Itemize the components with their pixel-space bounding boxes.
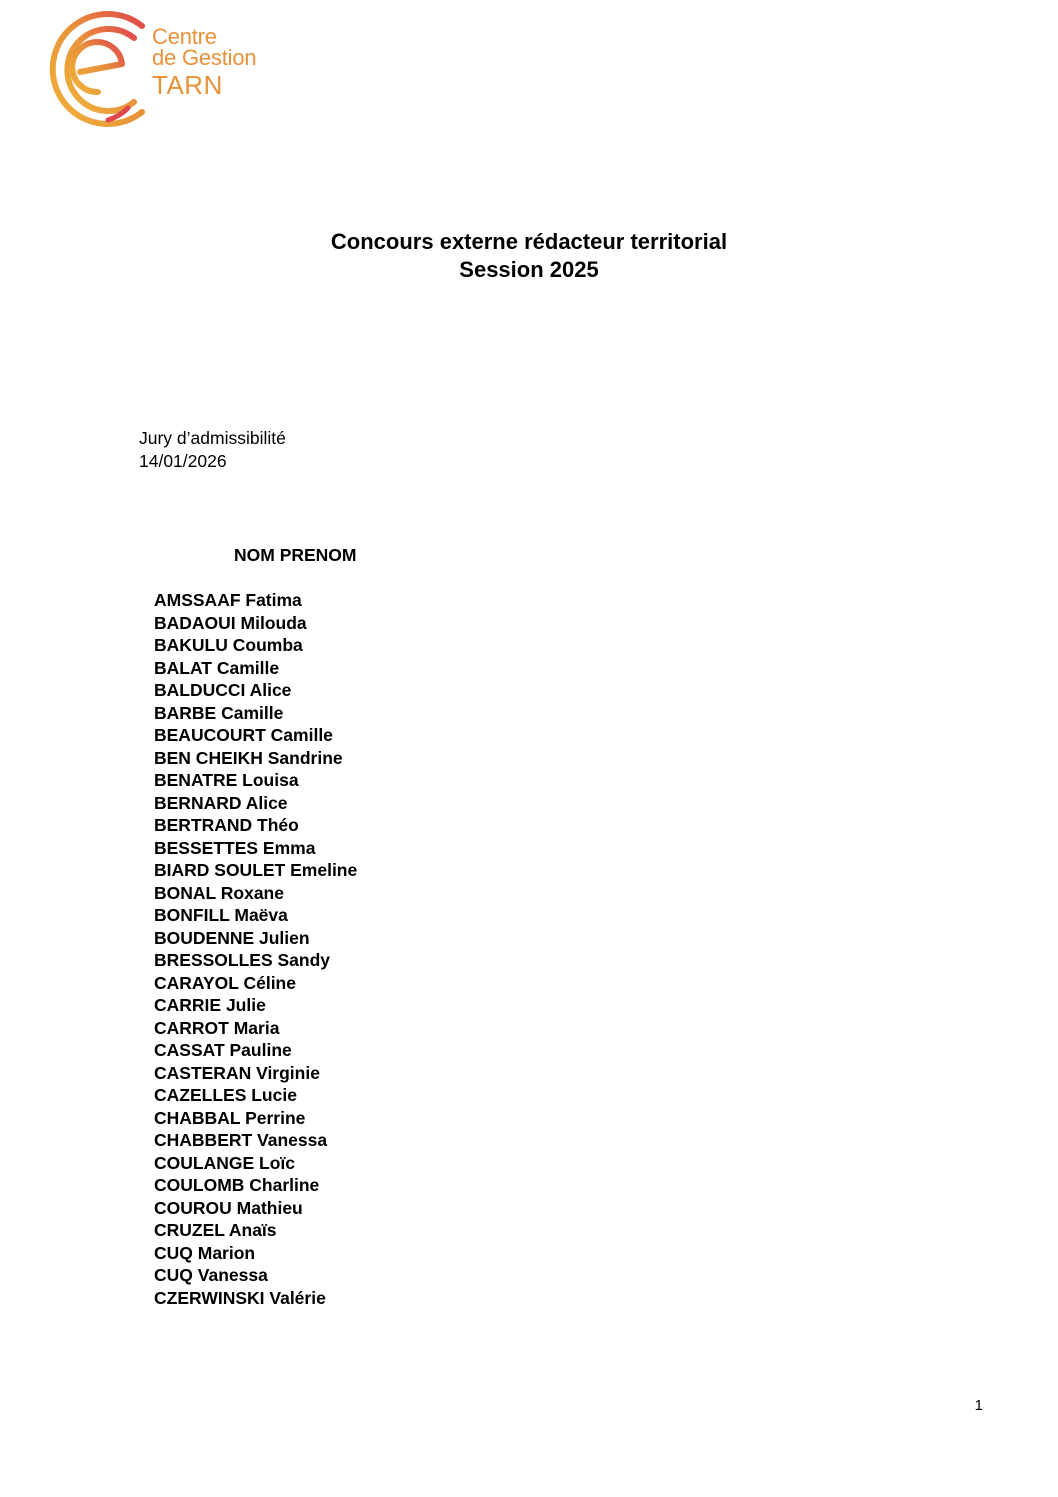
candidate-list <box>154 589 357 1309</box>
logo-text <box>152 26 256 100</box>
list-item: COULOMB Charline <box>154 1175 320 1195</box>
list-item: CUQ Marion <box>154 1242 256 1263</box>
document-title <box>0 228 1058 284</box>
logo-emblem-icon <box>38 8 158 132</box>
organization-logo <box>38 8 298 132</box>
list-item: BIARD SOULET Emeline <box>154 860 358 880</box>
list-item: CARROT Maria <box>154 1017 280 1038</box>
logo-line-gestion: de Gestion <box>152 45 257 70</box>
list-item: BAKULU Coumba <box>154 635 303 655</box>
title-line-competition: Concours externe rédacteur territorial <box>330 229 728 254</box>
logo-line-tarn: TARN <box>152 70 223 100</box>
list-item: BEN CHEIKH Sandrine <box>154 747 343 768</box>
jury-info <box>139 427 286 473</box>
list-item: BOUDENNE Julien <box>154 927 310 948</box>
list-item: BONAL Roxane <box>154 882 284 903</box>
list-item: CUQ Vanessa <box>154 1265 268 1285</box>
list-item: AMSSAAF Fatima <box>154 590 302 610</box>
column-header: NOM PRENOM <box>234 545 357 565</box>
list-item: BADAOUI Milouda <box>154 612 307 633</box>
jury-label: Jury d’admissibilité <box>139 428 286 448</box>
list-item: BENATRE Louisa <box>154 770 299 790</box>
jury-date: 14/01/2026 <box>139 451 227 471</box>
list-item: CARAYOL Céline <box>154 972 296 993</box>
list-item: BRESSOLLES Sandy <box>154 950 331 970</box>
list-item: BALAT Camille <box>154 657 280 678</box>
list-item: BALDUCCI Alice <box>154 680 292 700</box>
list-item: CHABBERT Vanessa <box>154 1130 328 1150</box>
list-item: CARRIE Julie <box>154 995 266 1015</box>
list-item: CAZELLES Lucie <box>154 1085 297 1105</box>
page-number: 1 <box>974 1397 983 1414</box>
list-item: COULANGE Loïc <box>154 1152 295 1173</box>
list-item: CZERWINSKI Valérie <box>154 1287 326 1308</box>
list-item: CRUZEL Anaïs <box>154 1220 277 1240</box>
logo-line-centre: Centre <box>152 24 217 49</box>
title-line-session: Session 2025 <box>459 257 599 282</box>
list-item: CASSAT Pauline <box>154 1040 292 1060</box>
list-item: BEAUCOURT Camille <box>154 725 333 745</box>
list-item: BONFILL Maëva <box>154 905 288 925</box>
list-item: BESSETTES Emma <box>154 837 316 858</box>
list-item: CASTERAN Virginie <box>154 1062 320 1083</box>
list-item: COUROU Mathieu <box>154 1197 303 1218</box>
list-item: BARBE Camille <box>154 702 284 723</box>
list-item: BERTRAND Théo <box>154 815 299 835</box>
list-item: CHABBAL Perrine <box>154 1107 306 1128</box>
list-item: BERNARD Alice <box>154 792 288 813</box>
